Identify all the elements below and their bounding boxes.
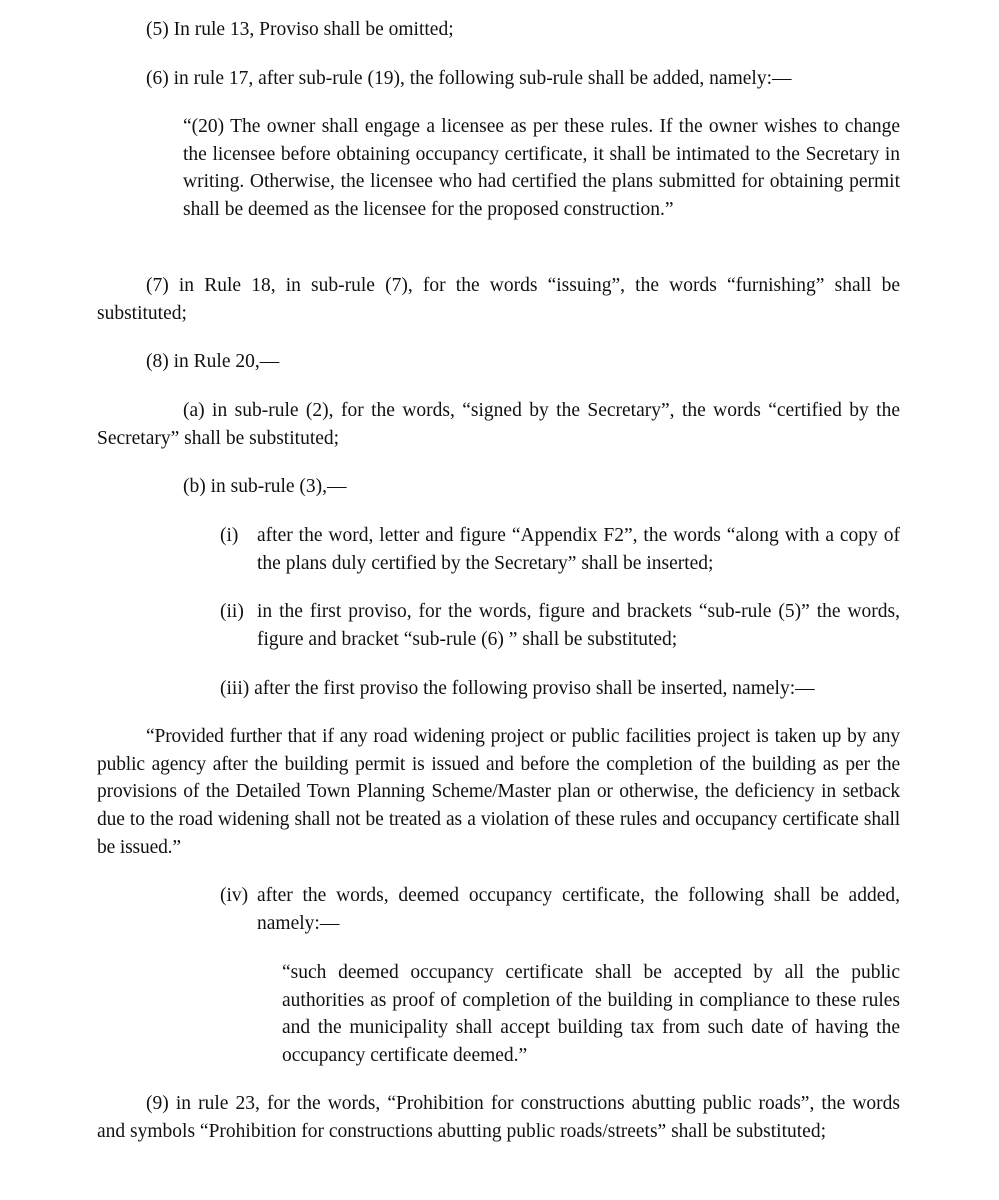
- item-number: (i): [220, 525, 239, 546]
- clause-6: (6) in rule 17, after sub-rule (19), the following sub-rule shall be added, namely:—: [146, 68, 792, 89]
- item-text: in the first proviso, for the words, figure and brackets “sub-rule (5)” the words, figure and bracket “sub-rule (6) ” shall be substituted;: [257, 601, 900, 650]
- clause-8-b-iv-quote: “such deemed occupancy certificate shall be accepted by all the public authorities as proof of completion of the building in compliance to these rules and the municipality shall accept building tax from such date of having the occupancy certificate deemed.”: [282, 962, 900, 1067]
- clause-8-b-i: [220, 522, 900, 577]
- clause-8-a: (a) in sub-rule (2), for the words, “signed by the Secretary”, the words “certified by the Secretary” shall be substituted;: [97, 400, 900, 449]
- clause-8: (8) in Rule 20,—: [146, 351, 280, 372]
- item-number: (iv): [220, 885, 249, 906]
- clause-8-b-iv: [220, 882, 900, 937]
- proviso-quote: “Provided further that if any road widening project or public facilities project is taken up by any public agency after the building permit is issued and before the completion of the building as per the provisions of the Detailed Town Planning Scheme/Master plan or otherwise, the deficiency in setback due to the road widening shall not be treated as a violation of these rules and occupancy certificate shall be issued.”: [97, 726, 900, 858]
- clause-7: (7) in Rule 18, in sub-rule (7), for the words “issuing”, the words “furnishing” shall be substituted;: [97, 275, 900, 324]
- clause-9: (9) in rule 23, for the words, “Prohibition for constructions abutting public roads”, the words and symbols “Prohibition for constructions abutting public roads/streets” shall be substituted;: [97, 1093, 900, 1142]
- clause-6-quoted-subrule-20: “(20) The owner shall engage a licensee as per these rules. If the owner wishes to change the licensee before obtaining occupancy certificate, it shall be intimated to the Secretary in writing. Otherwise, the licensee who had certified the plans submitted for obtaining permit shall be deemed as the licensee for the proposed construction.”: [183, 116, 900, 221]
- clause-8-b: (b) in sub-rule (3),—: [183, 476, 347, 497]
- item-number: (ii): [220, 601, 244, 622]
- item-text: after the words, deemed occupancy certificate, the following shall be added, namely:—: [257, 885, 900, 934]
- clause-5: (5) In rule 13, Proviso shall be omitted;: [146, 19, 454, 40]
- clause-8-b-ii: [220, 598, 900, 653]
- clause-8-b-iii: (iii) after the first proviso the following proviso shall be inserted, namely:—: [220, 678, 815, 699]
- item-text: after the word, letter and figure “Appendix F2”, the words “along with a copy of the plans duly certified by the Secretary” shall be inserted;: [257, 525, 900, 574]
